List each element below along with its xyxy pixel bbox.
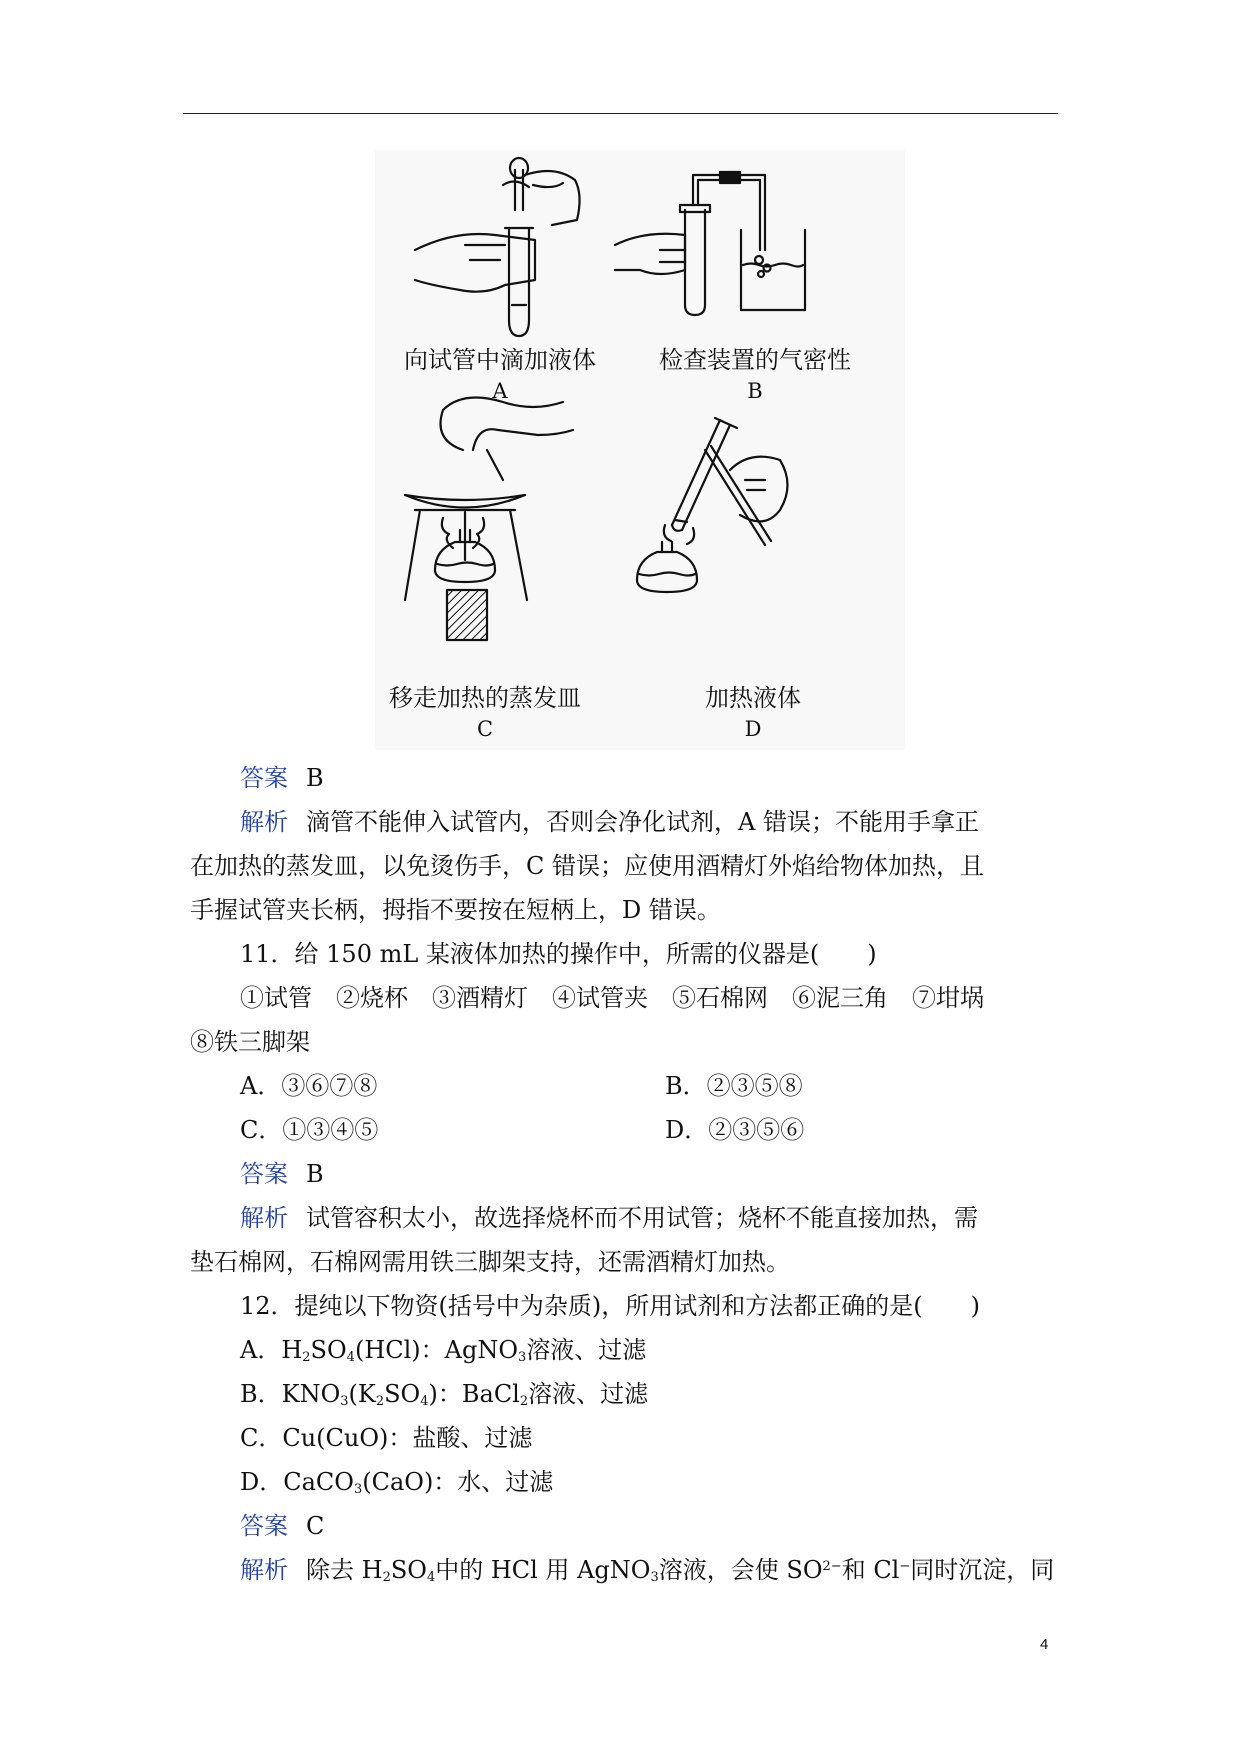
explanation-text: 试管容积太小，故选择烧杯而不用试管；烧杯不能直接加热，需 <box>306 1204 978 1232</box>
q10-explanation-line-1 <box>240 802 979 837</box>
caption-a <box>370 340 630 403</box>
answer-value: C <box>306 1512 325 1540</box>
q11-explanation-line-1 <box>240 1198 978 1233</box>
q10-explanation-line-3: 手握试管夹长柄，拇指不要按在短柄上，D 错误。 <box>190 896 721 924</box>
drawing-a-dropper-test-tube <box>415 158 580 336</box>
q12-answer <box>240 1506 324 1541</box>
q11-option-c: C．①③④⑤ <box>240 1116 379 1144</box>
caption-b-text: 检查装置的气密性 <box>659 346 851 374</box>
drawing-b-airtightness <box>615 172 805 315</box>
caption-a-letter: A <box>492 379 508 403</box>
answer-value: B <box>306 764 324 792</box>
explanation-tag: 解析 <box>240 1556 288 1584</box>
answer-tag: 答案 <box>240 1160 288 1188</box>
q11-option-d: D．②③⑤⑥ <box>665 1116 805 1144</box>
q12-option-c: C．Cu(CuO)：盐酸、过滤 <box>240 1424 533 1452</box>
caption-c-text: 移走加热的蒸发皿 <box>389 684 581 712</box>
drawing-d-heating-liquid <box>637 418 788 592</box>
drawing-c-evaporating-dish <box>405 398 573 641</box>
header-rule <box>183 113 1058 114</box>
caption-d-text: 加热液体 <box>705 684 801 712</box>
caption-c <box>355 678 615 741</box>
q11-items-line-2: ⑧铁三脚架 <box>190 1028 310 1056</box>
caption-a-text: 向试管中滴加液体 <box>404 346 596 374</box>
page-number: 4 <box>1040 1636 1049 1653</box>
answer-tag: 答案 <box>240 764 288 792</box>
q11-option-b: B．②③⑤⑧ <box>665 1072 803 1100</box>
caption-b-letter: B <box>747 379 763 403</box>
apparatus-drawings <box>375 150 905 750</box>
q12-option-b: B．$KNO_3(K_2SO_4)$：BaCl$_2$溶液、过滤 <box>240 1380 649 1409</box>
explanation-text: 滴管不能伸入试管内，否则会净化试剂，A 错误；不能用手拿正 <box>306 808 979 836</box>
caption-d-letter: D <box>744 717 762 741</box>
q12-option-d: D．CaCO$_3$(CaO)：水、过滤 <box>240 1468 554 1497</box>
q11-option-a: A．③⑥⑦⑧ <box>240 1072 378 1100</box>
q10-explanation-line-2: 在加热的蒸发皿，以免烫伤手，C 错误；应使用酒精灯外焰给物体加热，且 <box>190 852 984 880</box>
answer-tag: 答案 <box>240 1512 288 1540</box>
apparatus-figure <box>375 150 905 750</box>
q11-explanation-line-2: 垫石棉网，石棉网需用铁三脚架支持，还需酒精灯加热。 <box>190 1248 790 1276</box>
q11-answer <box>240 1154 324 1189</box>
explanation-tag: 解析 <box>240 808 288 836</box>
caption-d <box>623 678 883 741</box>
q12-stem: 12．提纯以下物资(括号中为杂质)，所用试剂和方法都正确的是( ) <box>240 1292 980 1320</box>
q11-stem: 11．给 150 mL 某液体加热的操作中，所需的仪器是( ) <box>240 940 877 968</box>
q12-explanation-line-1: 解析 除去 $H_2SO_4$中的 HCl 用 AgNO$_3$溶液，会使 $SO^{2-}$和 Cl−同时沉淀，同 <box>240 1556 1055 1585</box>
caption-c-letter: C <box>476 717 494 741</box>
q12-option-a: A．$H_2SO_4(HCl)$：AgNO$_3$溶液、过滤 <box>240 1336 647 1365</box>
q11-items-line-1: ①试管 ②烧杯 ③酒精灯 ④试管夹 ⑤石棉网 ⑥泥三角 ⑦坩埚 <box>240 984 984 1012</box>
explanation-tag: 解析 <box>240 1204 288 1232</box>
q10-answer <box>240 758 324 793</box>
caption-b <box>625 340 885 403</box>
answer-value: B <box>306 1160 324 1188</box>
